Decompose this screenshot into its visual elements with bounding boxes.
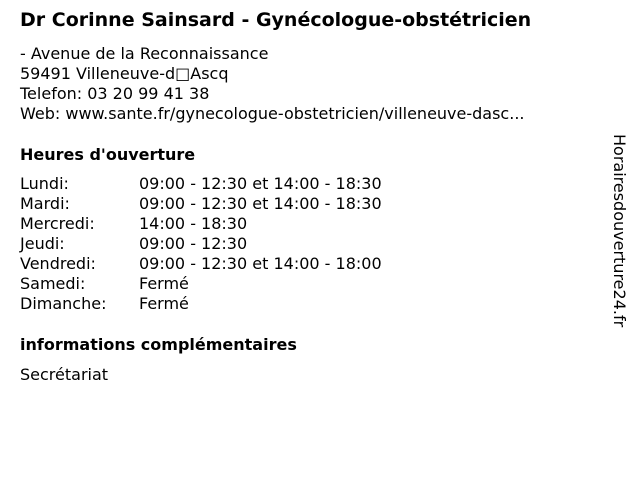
day-label: Vendredi:	[20, 254, 96, 273]
day-label: Mardi:	[20, 194, 70, 213]
day-label: Dimanche:	[20, 294, 107, 313]
day-label: Samedi:	[20, 274, 86, 293]
time-value: 14:00 - 18:30	[139, 214, 248, 233]
address-line-1: - Avenue de la Reconnaissance	[20, 44, 269, 63]
time-value: 09:00 - 12:30 et 14:00 - 18:30	[139, 174, 382, 193]
phone-number: Telefon: 03 20 99 41 38	[20, 84, 210, 103]
time-value: Fermé	[139, 294, 189, 313]
time-value: 09:00 - 12:30 et 14:00 - 18:00	[139, 254, 382, 273]
time-value: 09:00 - 12:30 et 14:00 - 18:30	[139, 194, 382, 213]
hours-heading: Heures d'ouverture	[20, 145, 196, 164]
day-label: Mercredi:	[20, 214, 95, 233]
address-line-2: 59491 Villeneuve-d□Ascq	[20, 64, 229, 83]
contact-block	[20, 44, 524, 124]
time-value: Fermé	[139, 274, 189, 293]
time-value: 09:00 - 12:30	[139, 234, 248, 253]
website-link[interactable]: Web: www.sante.fr/gynecologue-obstetricien/villeneuve-dasc...	[20, 104, 525, 123]
info-text: Secrétariat	[20, 365, 109, 384]
page-title: Dr Corinne Sainsard - Gynécologue-obstétricien	[20, 9, 532, 31]
day-label: Jeudi:	[20, 234, 65, 253]
day-label: Lundi:	[20, 174, 69, 193]
info-heading: informations complémentaires	[20, 335, 297, 354]
site-watermark: Horairesdouverture24.fr	[610, 134, 629, 328]
